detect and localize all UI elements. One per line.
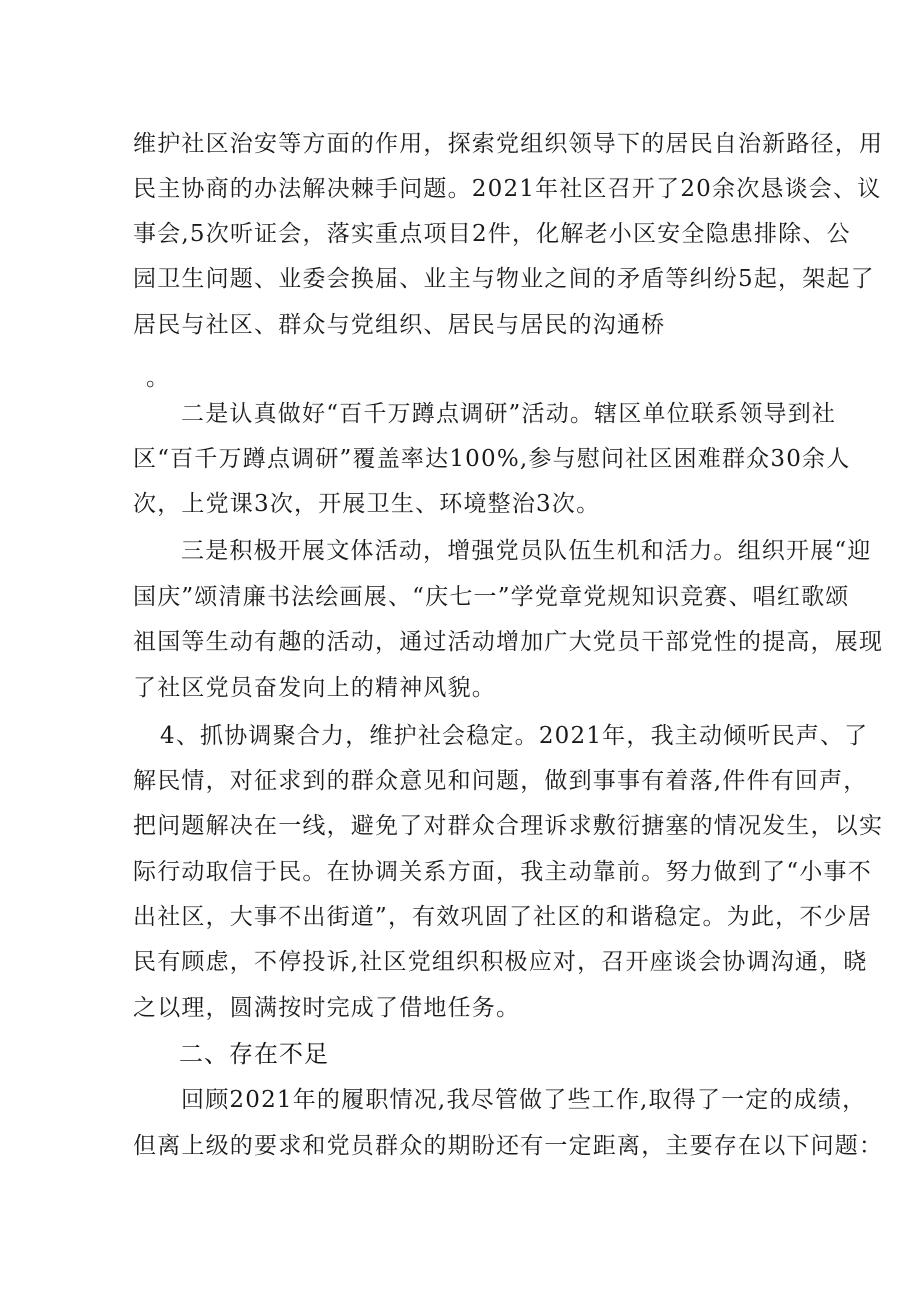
paragraph-line: 维护社区治安等方面的作用，探索党组织领导下的居民自治新路径，用 xyxy=(133,131,884,157)
paragraph-line: 了社区党员奋发向上的精神风貌。 xyxy=(133,675,496,701)
paragraph-line: 祖国等生动有趣的活动，通过活动增加广大党员干部党性的提高，展现 xyxy=(133,629,884,655)
paragraph-line: 但离上级的要求和党员群众的期盼还有一定距离，主要存在以下问题： xyxy=(133,1133,884,1159)
section-heading: 二、存在不足 xyxy=(179,1040,329,1068)
paragraph-line: 事会,5次听证会，落实重点项目2件，化解老小区安全隐患排除、公 xyxy=(133,221,851,247)
paragraph-line: 出社区，大事不出街道”，有效巩固了社区的和谐稳定。为此，不少居 xyxy=(133,904,872,930)
paragraph-line: 4、抓协调聚合力，维护社会稳定。2021年，我主动倾听民声、了 xyxy=(160,723,869,749)
paragraph-line: 回顾2021年的履职情况,我尽管做了些工作,取得了一定的成绩， xyxy=(181,1087,867,1113)
paragraph-line: 二是认真做好“百千万蹲点调研”活动。辖区单位联系领导到社 xyxy=(181,401,837,427)
paragraph-line: 三是积极开展文体活动，增强党员队伍生机和活力。组织开展“迎 xyxy=(181,538,872,564)
paragraph-line: 之以理，圆满按时完成了借地任务。 xyxy=(133,995,521,1021)
paragraph-line: 国庆”颂清廉书法绘画展、“庆七一”学党章党规知识竞赛、唱红歌颂 xyxy=(133,584,850,610)
paragraph-line: 民主协商的办法解决棘手问题。2021年社区召开了20余次恳谈会、议 xyxy=(133,176,882,202)
paragraph-line: 解民情，对征求到的群众意见和问题，做到事事有着落,件件有回声， xyxy=(133,768,868,794)
paragraph-line: 把问题解决在一线，避免了对群众合理诉求敷衍搪塞的情况发生，以实 xyxy=(133,813,884,839)
paragraph-line: 民有顾虑，不停投诉,社区党组织积极应对，召开座谈会协调沟通，晓 xyxy=(133,949,868,975)
paragraph-line: 际行动取信于民。在协调关系方面，我主动靠前。努力做到了“小事不 xyxy=(133,859,872,885)
paragraph-line: 。 xyxy=(146,365,171,391)
paragraph-line: 园卫生问题、业委会换届、业主与物业之间的矛盾等纠纷5起，架起了 xyxy=(133,266,875,292)
paragraph-line: 居民与社区、群众与党组织、居民与居民的沟通桥 xyxy=(133,312,666,338)
paragraph-line: 区“百千万蹲点调研”覆盖率达100%,参与慰问社区困难群众30余人 xyxy=(133,446,851,472)
paragraph-line: 次，上党课3次，开展卫生、环境整治3次。 xyxy=(133,491,601,517)
